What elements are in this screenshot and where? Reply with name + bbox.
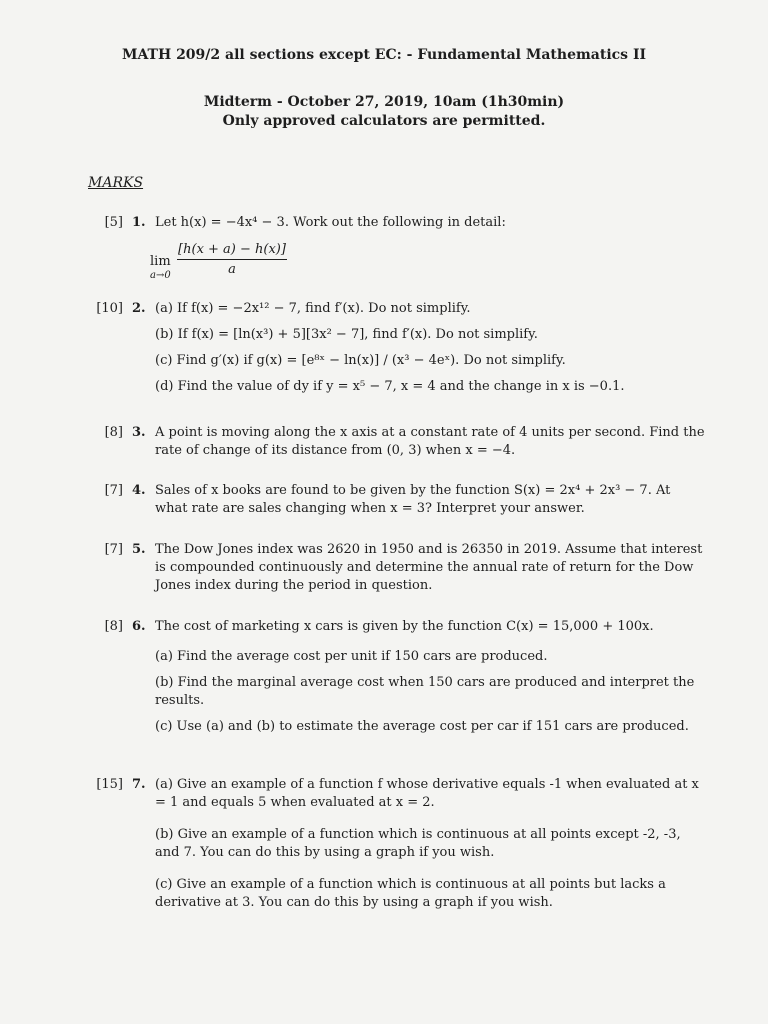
question-text: Sales of x books are found to be given by the function S(x) = 2x⁴ + 2x³ − 7. At what rate are sales changing when x = 3? Interpret your answer. xyxy=(155,483,671,516)
question-number: 4. xyxy=(132,483,146,498)
limit-word: lim xyxy=(150,254,171,269)
limit-fraction xyxy=(177,242,287,277)
fraction-denominator: a xyxy=(228,262,236,277)
question-text: A point is moving along the x axis at a constant rate of 4 units per second. Find the rate of change of its distance from (0, 3) when x = −4. xyxy=(155,425,705,458)
part-c: (c) Use (a) and (b) to estimate the average cost per car if 151 cars are produced. xyxy=(155,719,689,734)
question-number: 1. xyxy=(132,215,146,230)
part-b: (b) If f(x) = [ln(x³) + 5][3x² − 7], find f′(x). Do not simplify. xyxy=(155,327,538,342)
question-marks: [8] xyxy=(104,619,123,634)
question-number: 2. xyxy=(132,301,146,316)
question-number: 5. xyxy=(132,542,146,557)
question-number: 3. xyxy=(132,425,146,440)
question-body xyxy=(155,618,705,744)
part-d: (d) Find the value of dy if y = x⁵ − 7, x = 4 and the change in x is −0.1. xyxy=(155,379,625,394)
part-a: (a) Find the average cost per unit if 150 cars are produced. xyxy=(155,649,548,664)
part-b: (b) Give an example of a function which is continuous at all points except -2, -3, and 7. You can do this by using a graph if you wish. xyxy=(155,827,681,860)
question-text: Let h(x) = −4x⁴ − 3. Work out the following in detail: xyxy=(155,215,506,230)
question-parts xyxy=(155,300,705,404)
exam-info: Midterm - October 27, 2019, 10am (1h30min) xyxy=(203,94,565,110)
part-b: (b) Find the marginal average cost when 150 cars are produced and interpret the results. xyxy=(155,675,695,708)
course-title: MATH 209/2 all sections except EC: - Fundamental Mathematics II xyxy=(121,47,647,63)
part-c: (c) Find g′(x) if g(x) = [e⁸ˣ − ln(x)] / (x³ − 4eˣ). Do not simplify. xyxy=(155,353,566,368)
question-text: The cost of marketing x cars is given by the function C(x) = 15,000 + 100x. xyxy=(155,619,654,634)
question-marks: [5] xyxy=(104,215,123,230)
question-marks: [10] xyxy=(96,301,123,316)
part-c: (c) Give an example of a function which is continuous at all points but lacks a derivative at 3. You can do this by using a graph if you wish. xyxy=(155,877,666,910)
part-a: (a) If f(x) = −2x¹² − 7, find f′(x). Do not simplify. xyxy=(155,301,471,316)
question-number: 7. xyxy=(132,777,146,792)
question-marks: [7] xyxy=(104,483,123,498)
fraction-numerator: [h(x + a) − h(x)] xyxy=(177,242,287,260)
calculator-note: Only approved calculators are permitted. xyxy=(222,113,546,129)
question-marks: [7] xyxy=(104,542,123,557)
question-marks: [15] xyxy=(96,777,123,792)
limit-subscript: a→0 xyxy=(150,270,171,281)
question-number: 6. xyxy=(132,619,146,634)
marks-heading: MARKS xyxy=(88,175,144,191)
question-parts xyxy=(155,776,705,920)
question-text: The Dow Jones index was 2620 in 1950 and is 26350 in 2019. Assume that interest is compounded continuously and determine the annual rate of return for the Dow Jones index during the period in question. xyxy=(155,542,703,593)
question-marks: [8] xyxy=(104,425,123,440)
part-a: (a) Give an example of a function f whose derivative equals -1 when evaluated at x = 1 and equals 5 when evaluated at x = 2. xyxy=(155,777,699,810)
